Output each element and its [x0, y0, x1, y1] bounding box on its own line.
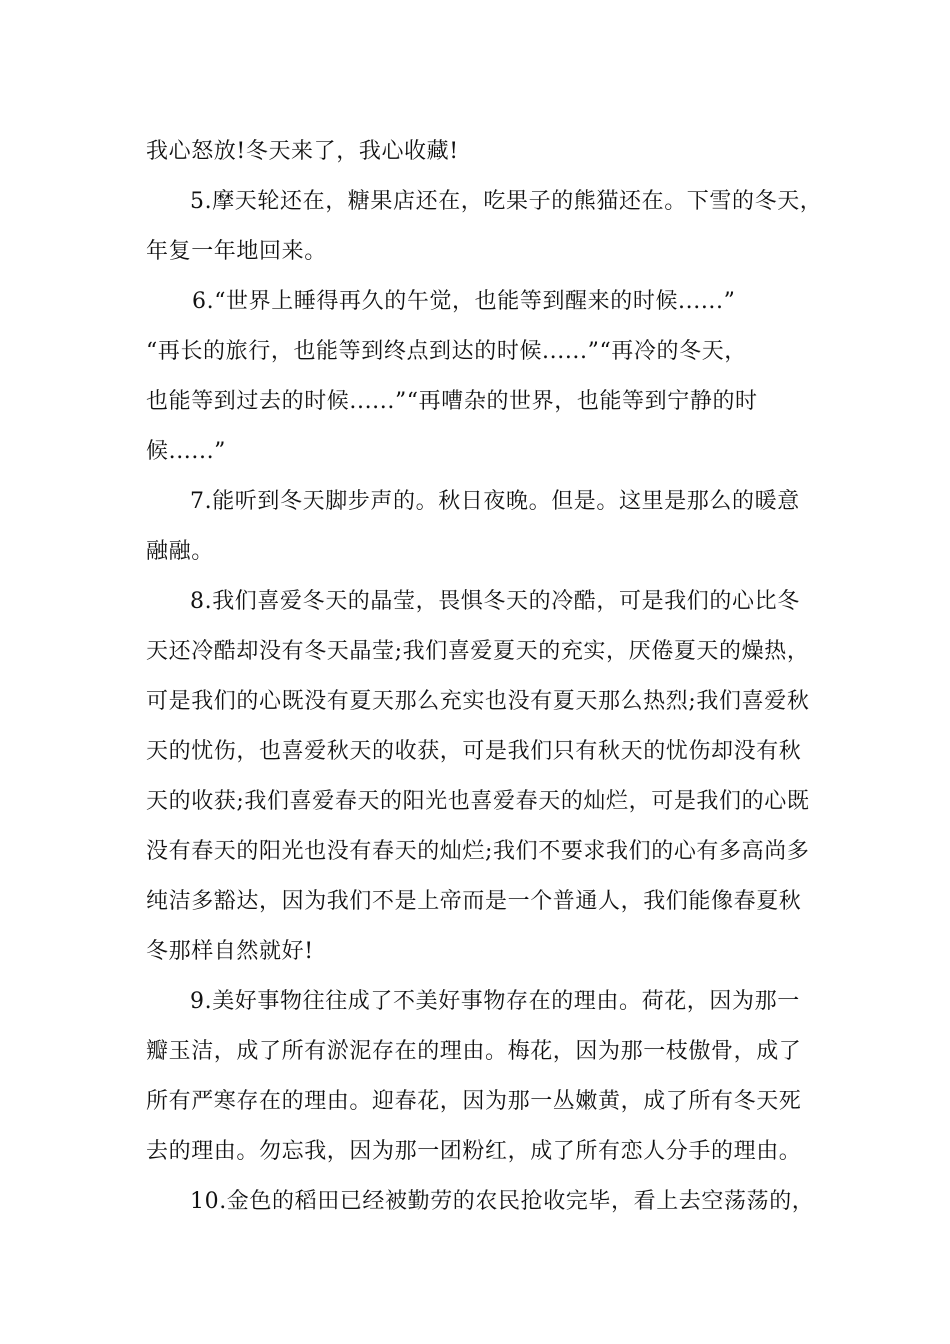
- text-line: 我心怒放!冬天来了，我心收藏!: [146, 139, 459, 164]
- text-line: 所有严寒存在的理由。迎春花，因为那一丛嫩黄，成了所有冬天死: [146, 1089, 802, 1114]
- text-line: 5.摩天轮还在，糖果店还在，吃果子的熊猫还在。下雪的冬天，: [190, 189, 823, 214]
- text-line: 瓣玉洁，成了所有淤泥存在的理由。梅花，因为那一枝傲骨，成了: [146, 1039, 802, 1064]
- text-line: 6.“世界上睡得再久的午觉，也能等到醒来的时候......”: [192, 289, 736, 314]
- text-line: 10.金色的稻田已经被勤劳的农民抢收完毕，看上去空荡荡的，: [190, 1189, 815, 1214]
- text-line: 候......”: [146, 439, 227, 464]
- text-line: 天的忧伤，也喜爱秋天的收获，可是我们只有秋天的忧伤却没有秋: [146, 739, 802, 764]
- text-line: 冬那样自然就好!: [146, 939, 314, 964]
- text-line: 去的理由。勿忘我，因为那一团粉红，成了所有恋人分手的理由。: [146, 1139, 802, 1164]
- text-line: 年复一年地回来。: [146, 239, 327, 264]
- text-line: 天的收获;我们喜爱春天的阳光也喜爱春天的灿烂，可是我们的心既: [146, 789, 810, 814]
- text-line: 8.我们喜爱冬天的晶莹，畏惧冬天的冷酷，可是我们的心比冬: [190, 589, 800, 614]
- text-line: 没有春天的阳光也没有春天的灿烂;我们不要求我们的心有多高尚多: [146, 839, 810, 864]
- text-line: 纯洁多豁达，因为我们不是上帝而是一个普通人，我们能像春夏秋: [146, 889, 802, 914]
- text-line: 9.美好事物往往成了不美好事物存在的理由。荷花，因为那一: [190, 989, 800, 1014]
- text-line: 天还冷酷却没有冬天晶莹;我们喜爱夏天的充实，厌倦夏天的燥热，: [146, 639, 810, 664]
- text-line: 7.能听到冬天脚步声的。秋日夜晚。但是。这里是那么的暖意: [190, 489, 800, 514]
- text-line: “再长的旅行，也能等到终点到达的时候......”“再冷的冬天，: [146, 339, 747, 364]
- text-line: 可是我们的心既没有夏天那么充实也没有夏天那么热烈;我们喜爱秋: [146, 689, 810, 714]
- text-line: 融融。: [146, 539, 214, 564]
- text-line: 也能等到过去的时候......”“再嘈杂的世界，也能等到宁静的时: [146, 389, 758, 414]
